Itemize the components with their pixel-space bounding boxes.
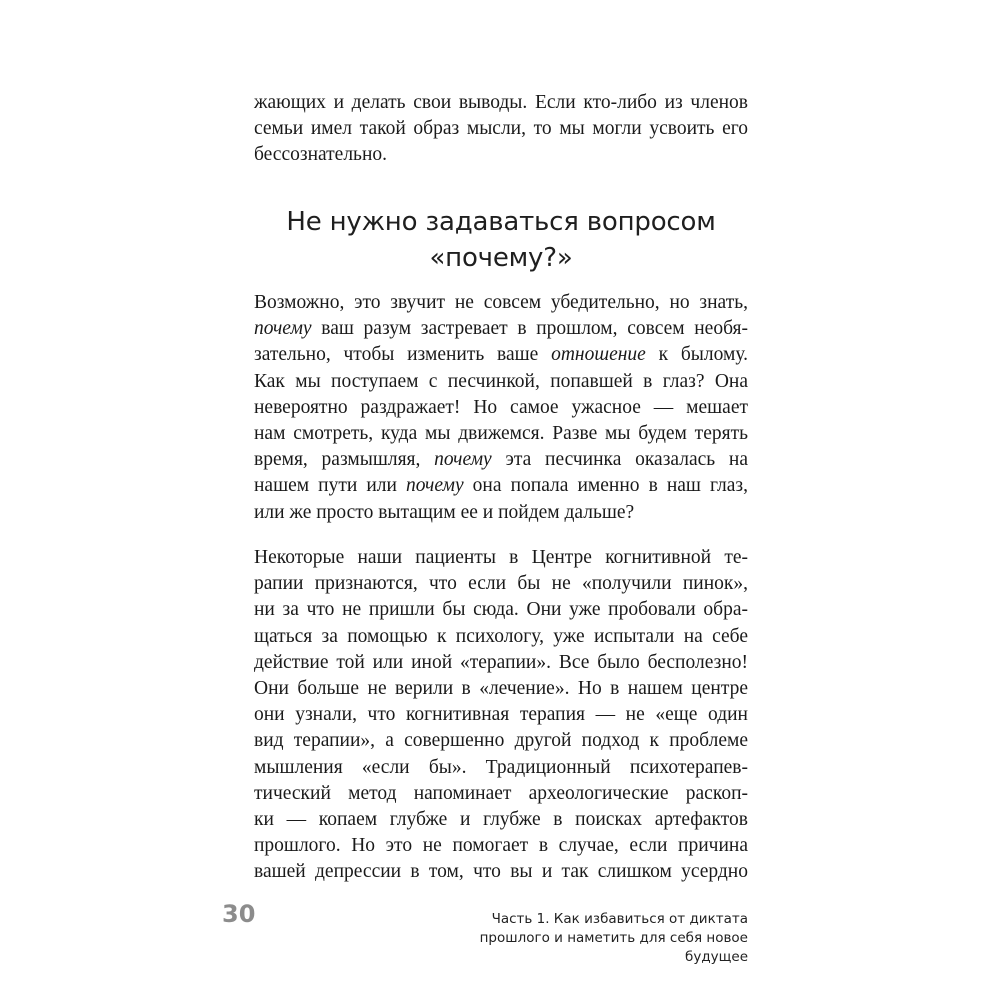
running-title-line: прошлого и наметить для себя новое будущее <box>479 930 748 965</box>
text-line: бессознательно. <box>254 144 388 166</box>
text-run: эта песчинка оказалась на <box>491 449 748 471</box>
emphasis: отношение <box>551 344 646 366</box>
text-run: время, размышляя, <box>254 449 435 471</box>
text-line <box>254 473 748 499</box>
paragraph <box>254 545 748 885</box>
text-line: ки — копаем глубже и глубже в поисках артефактов <box>254 808 748 830</box>
section-heading <box>254 204 748 276</box>
text-line: прошлого. Но это не помогает в случае, если причина <box>254 835 748 857</box>
emphasis: почему <box>434 449 492 471</box>
text-line: вид терапии», а совершенно другой подход к проблеме <box>254 730 748 752</box>
heading-line: «почему?» <box>429 243 573 273</box>
emphasis: почему <box>406 475 464 497</box>
text-line: семьи имел такой образ мысли, то мы могли усвоить его <box>254 118 748 140</box>
text-run: зательно, чтобы изменить ваше <box>254 344 552 366</box>
text-line <box>254 342 748 368</box>
text-run: она попала именно в наш глаз, <box>463 475 748 497</box>
text-line: тический метод напоминает археологические раскоп- <box>254 782 748 804</box>
text-line: щаться за помощью к психологу, уже испытали на себе <box>254 625 748 647</box>
page-number: 30 <box>222 900 256 928</box>
text-line: рапии признаются, что если бы не «получили пинок», <box>254 573 748 595</box>
text-line: невероятно раздражает! Но самое ужасное — мешает <box>254 396 748 418</box>
running-title-line: Часть 1. Как избавиться от диктата <box>491 911 748 927</box>
text-line: действие той или иной «терапии». Все было бесполезно! <box>254 651 748 673</box>
text-run: ваш разум застревает в прошлом, совсем необя- <box>311 318 748 340</box>
text-line: нам смотреть, куда мы движемся. Разве мы будем терять <box>254 422 748 444</box>
text-line <box>254 316 748 342</box>
text-line: мышления «если бы». Традиционный психотерапев- <box>254 756 748 778</box>
text-line: жающих и делать свои выводы. Если кто-либо из членов <box>254 92 748 113</box>
text-line: Они больше не верили в «лечение». Но в нашем центре <box>254 677 748 699</box>
text-line: или же просто вытащим ее и пойдем дальше? <box>254 501 635 523</box>
text-run: к былому. <box>645 344 748 366</box>
paragraph-continued <box>254 90 748 169</box>
text-line <box>254 447 748 473</box>
text-line: Как мы поступаем с песчинкой, попавшей в глаз? Она <box>254 370 748 392</box>
text-line: вашей депрессии в том, что вы и так слишком усердно <box>254 861 748 883</box>
paragraph <box>254 290 748 526</box>
emphasis: почему <box>254 318 312 340</box>
text-line: ни за что не пришли бы сюда. Они уже пробовали обра- <box>254 599 748 621</box>
text-line: Возможно, это звучит не совсем убедительно, но знать, <box>254 292 748 313</box>
text-line: Некоторые наши пациенты в Центре когнитивной те- <box>254 547 748 568</box>
running-title <box>428 910 748 967</box>
heading-line: Не нужно задаваться вопросом <box>286 207 716 237</box>
text-line: они узнали, что когнитивная терапия — не «еще один <box>254 704 748 726</box>
text-run: нашем пути или <box>254 475 407 497</box>
